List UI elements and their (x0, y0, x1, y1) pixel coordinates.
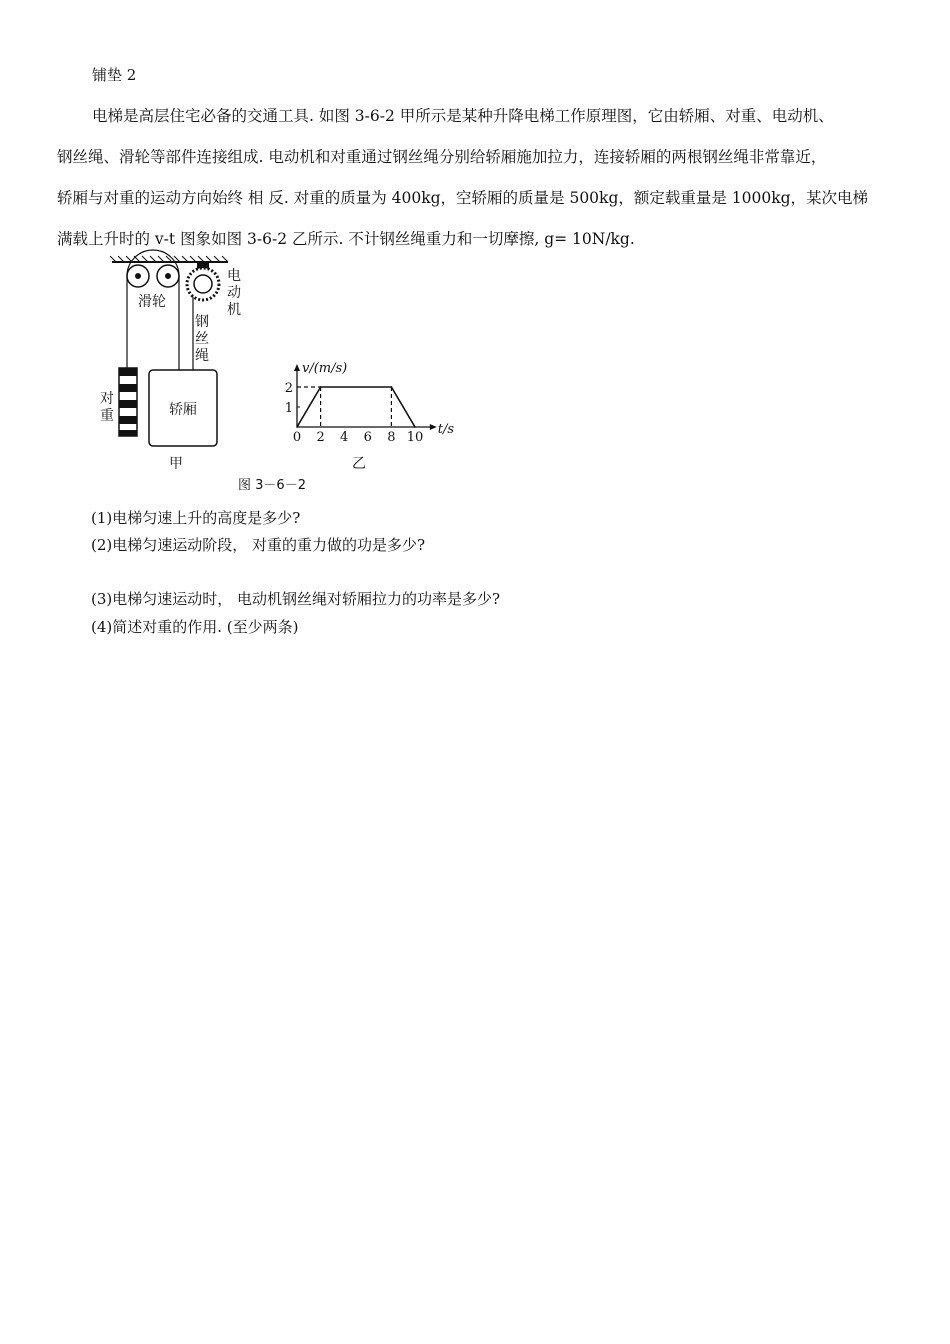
x-tick-label: 8 (387, 430, 396, 445)
counterweight-label: 重 (100, 408, 114, 424)
x-tick-label: 0 (292, 430, 302, 445)
vt-chart (285, 361, 455, 445)
x-axis-label: t/s (437, 422, 455, 437)
wire-label: 钢 (195, 314, 209, 330)
problem-paragraph (57, 96, 897, 260)
pulley-label: 滑轮 (138, 294, 166, 310)
data-point (320, 386, 322, 388)
y-axis-arrow (294, 364, 300, 371)
pulley-left (127, 265, 149, 287)
x-tick-label: 2 (316, 430, 325, 445)
paragraph-line: 钢丝绳、滑轮等部件连接组成. 电动机和对重通过钢丝绳分别给轿厢施加拉力，连接轿厢的两根钢丝绳非常靠近， (57, 148, 827, 166)
counterweight (119, 368, 137, 436)
question-3: (3)电梯匀速运动时， 电动机钢丝绳对轿厢拉力的功率是多少? (91, 590, 501, 608)
y-tick-label: 1 (284, 401, 293, 416)
data-point (391, 386, 393, 388)
motor-label: 电 (227, 268, 241, 284)
counterweight-label: 对 (100, 391, 114, 407)
question-2: (2)电梯匀速运动阶段， 对重的重力做的功是多少? (91, 536, 426, 554)
x-tick-label: 10 (406, 430, 424, 445)
y-axis-label: v/(m/s) (302, 361, 348, 376)
right-caption: 乙 (352, 456, 366, 472)
velocity-series-line (297, 387, 415, 427)
paragraph-line: 轿厢与对重的运动方向始终 相 反. 对重的质量为 400kg，空轿厢的质量是 500kg，额定载重量是 1000kg，某次电梯 (57, 189, 869, 207)
x-axis-arrow (430, 424, 437, 430)
wire-label: 绳 (195, 348, 209, 364)
left-caption: 甲 (169, 456, 183, 472)
data-point (296, 426, 298, 428)
paragraph-line: 电梯是高层住宅必备的交通工具. 如图 3-6-2 甲所示是某种升降电梯工作原理图，它由轿厢、对重、电动机、 (92, 107, 834, 125)
data-point (414, 426, 416, 428)
heading: 铺垫 2 (92, 66, 137, 84)
question-4: (4)简述对重的作用. (至少两条) (91, 618, 299, 636)
ceiling (110, 256, 228, 262)
paragraph-line: 满载上升时的 v-t 图象如图 3-6-2 乙所示. 不计钢丝绳重力和一切摩擦, g= 10N/kg. (57, 230, 635, 248)
y-tick-label: 2 (284, 381, 293, 396)
x-tick-label: 4 (340, 430, 349, 445)
pulley-right (157, 265, 179, 287)
motor-label: 动 (227, 285, 241, 301)
motor-icon (187, 262, 219, 300)
car-label: 轿厢 (169, 402, 197, 418)
figure-3-6-2 (90, 254, 455, 500)
motor-label: 机 (227, 302, 241, 318)
question-1: (1)电梯匀速上升的高度是多少? (91, 509, 301, 527)
wire-label: 丝 (195, 331, 209, 347)
figure-caption: 图 3－6－2 (238, 478, 306, 493)
figure-svg (90, 254, 455, 500)
x-tick-label: 6 (363, 430, 372, 445)
